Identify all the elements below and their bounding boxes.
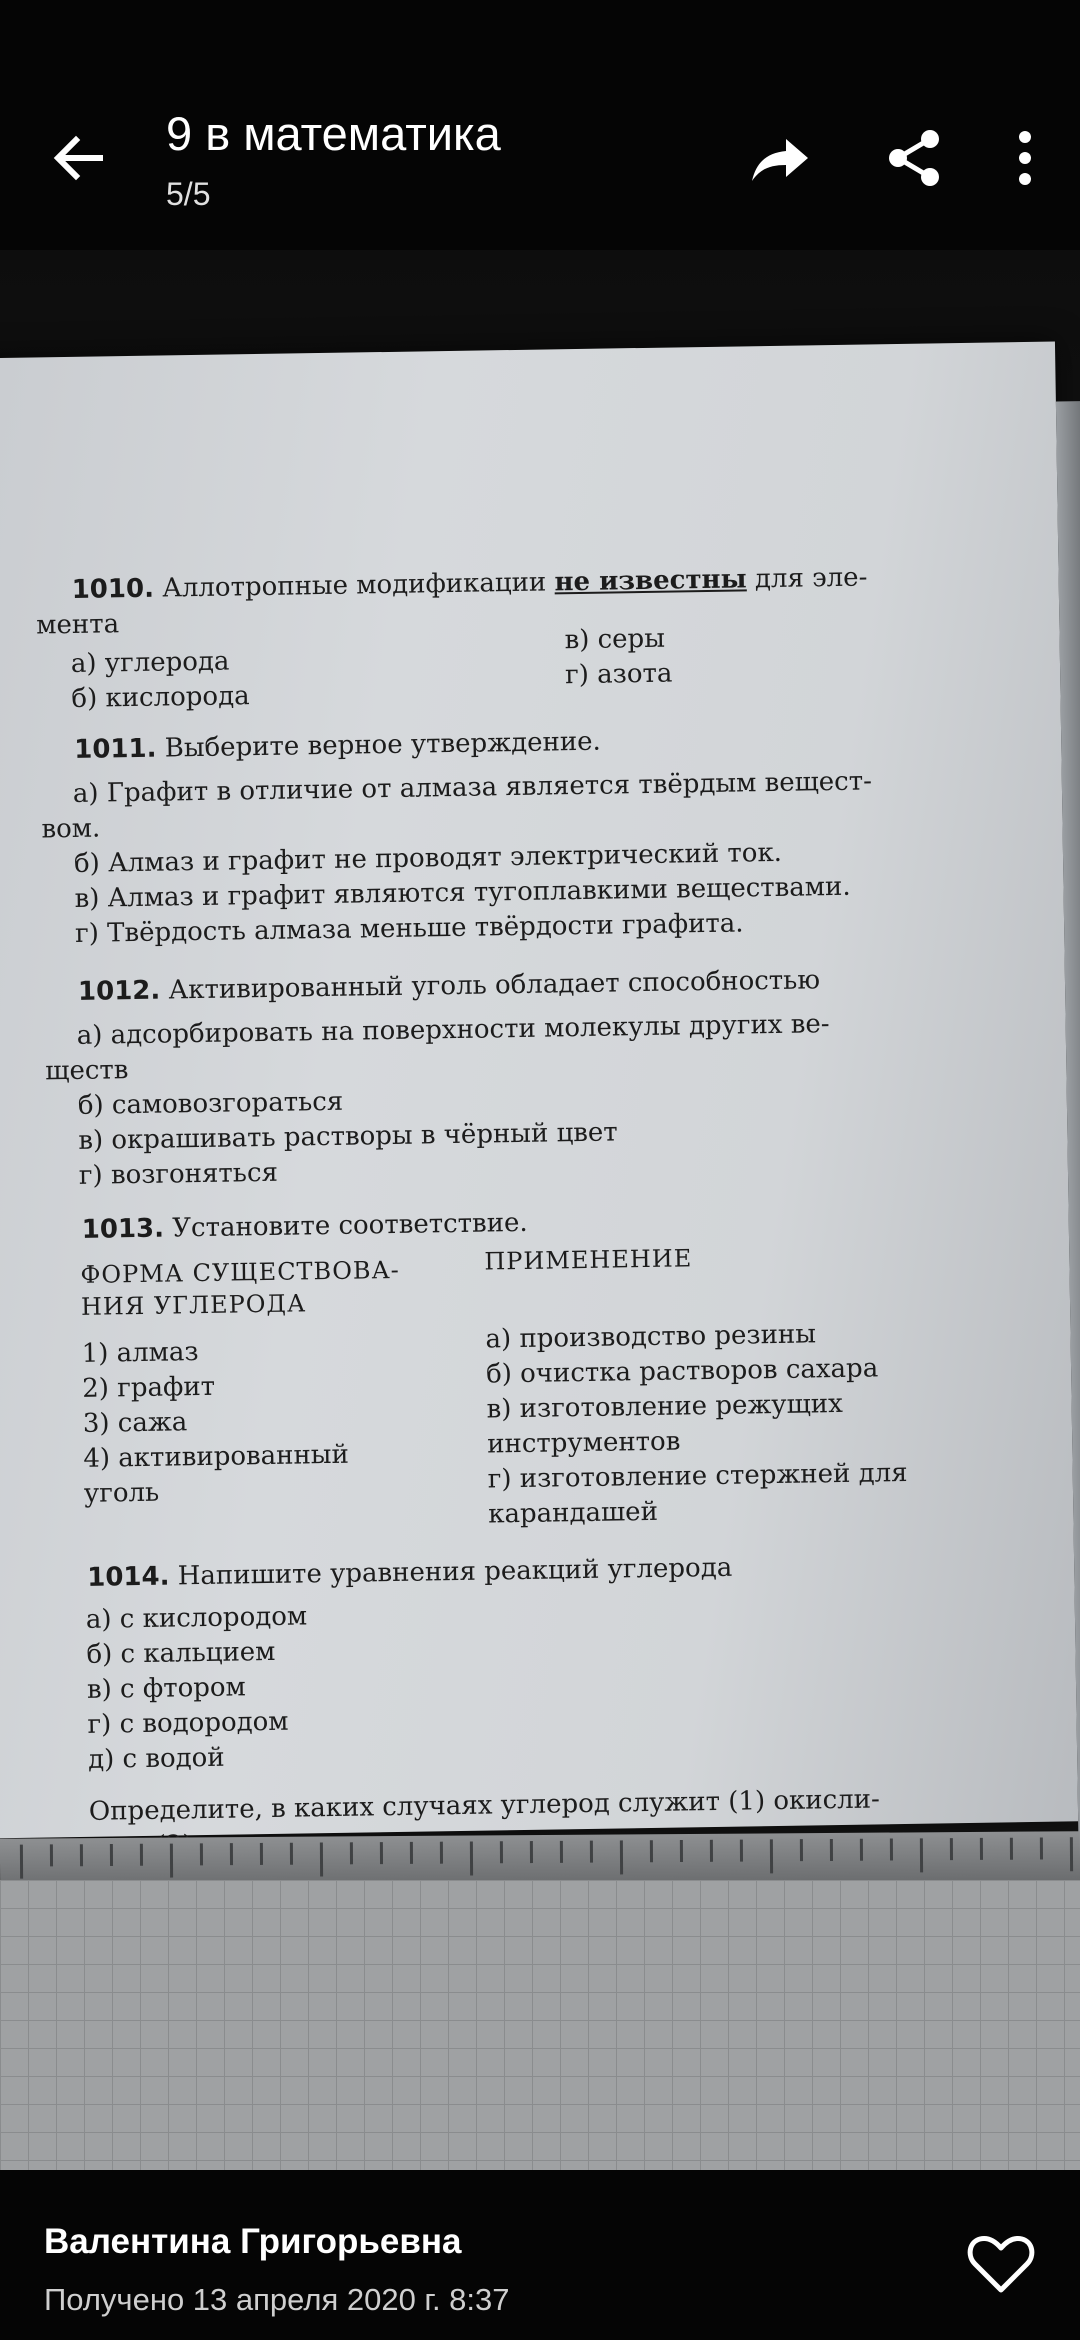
ruler-tick [500, 1841, 503, 1863]
problem-number: 1011. [73, 733, 157, 765]
ruler-tick [710, 1840, 713, 1862]
match-left-item: 1) алмаз [81, 1337, 199, 1369]
match-right-item: б) очистка растворов сахара [485, 1353, 879, 1390]
textbook-page [0, 341, 1078, 1838]
back-arrow-icon[interactable] [48, 128, 108, 188]
option-line: б) самовозгораться [77, 1086, 344, 1121]
problem-text: Аллотропные модификации [161, 567, 555, 604]
photo-viewer[interactable] [0, 250, 1080, 2170]
match-right-item: карандашей [488, 1496, 659, 1530]
ruler-tick [440, 1842, 443, 1864]
ruler-tick [50, 1844, 53, 1866]
problem-number: 1014. [86, 1561, 170, 1593]
problem-1013 [82, 1208, 528, 1245]
final-question: Определите, в каких случаях углерод служит (1) окисли- [88, 1784, 881, 1827]
ruler-tick [560, 1841, 563, 1863]
problem-number: 1010. [71, 573, 155, 605]
ruler-tick [1010, 1838, 1013, 1860]
option-line: а) с кислородом [85, 1601, 308, 1635]
option-line: в) окрашивать растворы в чёрный цвет [78, 1117, 618, 1156]
chat-title: 9 в математика [166, 107, 501, 160]
ruler-tick [20, 1845, 23, 1879]
match-left-item: 3) сажа [82, 1407, 188, 1439]
ruler-tick [590, 1841, 593, 1863]
problem-number: 1012. [77, 975, 161, 1007]
ruler-tick [350, 1842, 353, 1864]
ruler-tick [800, 1839, 803, 1861]
column-header-left: НИЯ УГЛЕРОДА [80, 1289, 307, 1321]
match-right-item: а) производство резины [485, 1319, 817, 1355]
match-left-item: 4) активированный [83, 1439, 350, 1474]
more-vert-icon[interactable] [1000, 125, 1066, 191]
ruler-tick [80, 1844, 83, 1866]
problem-emphasis: не известны [554, 564, 747, 598]
option-line: в) с фтором [86, 1672, 246, 1705]
problem-text: Напишите уравнения реакций углерода [177, 1552, 733, 1592]
ruler-tick [170, 1844, 173, 1878]
match-right-item: г) изготовление стержней для [487, 1457, 908, 1495]
option-line: г) возгоняться [78, 1157, 279, 1191]
sender-name: Валентина Григорьевна [44, 2222, 462, 2261]
ruler-tick [470, 1841, 473, 1875]
match-left-item: уголь [83, 1477, 160, 1509]
option-line: д) с водой [87, 1742, 225, 1775]
ruler-tick [320, 1843, 323, 1877]
problem-number: 1013. [81, 1213, 165, 1245]
match-left-item: 2) графит [82, 1371, 216, 1404]
ruler-tick [1070, 1837, 1073, 1871]
ruler-tick [410, 1842, 413, 1864]
ruler-tick [140, 1844, 143, 1866]
title-block [166, 106, 501, 214]
received-timestamp: Получено 13 апреля 2020 г. 8:37 [44, 2282, 510, 2317]
problem-text: Активированный уголь обладает способностью [168, 965, 821, 1006]
option-line: вом. [41, 813, 101, 845]
option-line: а) адсорбировать на поверхности молекулы других ве- [76, 1009, 830, 1051]
ruler-tick [920, 1838, 923, 1872]
option-b: б) кислорода [71, 681, 250, 714]
ruler-tick [110, 1844, 113, 1866]
image-counter: 5/5 [166, 176, 211, 212]
option-line: г) с водородом [87, 1706, 289, 1740]
ruler-tick [830, 1839, 833, 1861]
option-v: в) серы [564, 623, 666, 656]
grid-paper [0, 1880, 1080, 2170]
problem-1012 [78, 965, 820, 1007]
match-right-item: в) изготовление режущих [486, 1388, 843, 1425]
ruler-tick [650, 1840, 653, 1862]
problem-text: Выберите верное утверждение. [164, 726, 602, 764]
ruler-tick [980, 1838, 983, 1860]
option-a: а) углерода [70, 646, 230, 679]
ruler-tick [620, 1840, 623, 1874]
ruler-tick [770, 1839, 773, 1873]
option-line: б) Алмаз и графит не проводят электрический ток. [73, 837, 783, 879]
forward-arrow-icon[interactable] [748, 125, 814, 191]
ruler-tick [860, 1839, 863, 1861]
ruler-tick [230, 1843, 233, 1865]
ruler-tick [260, 1843, 263, 1865]
problem-1010 [71, 562, 867, 604]
heart-outline-icon[interactable] [966, 2232, 1036, 2296]
share-icon[interactable] [882, 125, 948, 191]
option-line: в) Алмаз и графит являются тугоплавкими веществами. [74, 871, 851, 914]
top-app-bar [0, 0, 1080, 250]
ruler-tick [380, 1842, 383, 1864]
match-right-item: инструментов [486, 1426, 681, 1460]
column-header-left: ФОРМА СУЩЕСТВОВА- [80, 1255, 400, 1289]
problem-1014 [87, 1553, 732, 1593]
problem-1011 [74, 727, 601, 765]
option-g: г) азота [564, 658, 673, 691]
ruler-tick [740, 1840, 743, 1862]
column-header-right: ПРИМЕНЕНИЕ [484, 1244, 693, 1276]
problem-text: Установите соответствие. [172, 1207, 528, 1244]
ruler-tick [680, 1840, 683, 1862]
problem-text-cont: мента [36, 609, 120, 641]
ruler-tick [1040, 1837, 1043, 1859]
option-line: а) Графит в отличие от алмаза является твёрдым вещест- [72, 766, 873, 809]
ruler-tick [530, 1841, 533, 1863]
ruler-tick [290, 1843, 293, 1865]
option-line: ществ [45, 1055, 129, 1087]
ruler-tick [950, 1838, 953, 1860]
ruler-tick [200, 1843, 203, 1865]
page-edge [1056, 401, 1080, 1901]
bottom-info-bar [0, 2170, 1080, 2340]
option-line: г) Твёрдость алмаза меньше твёрдости графита. [74, 908, 744, 949]
option-line: б) с кальцием [86, 1636, 276, 1670]
problem-text-end: для эле- [746, 562, 868, 595]
ruler-tick [890, 1839, 893, 1861]
